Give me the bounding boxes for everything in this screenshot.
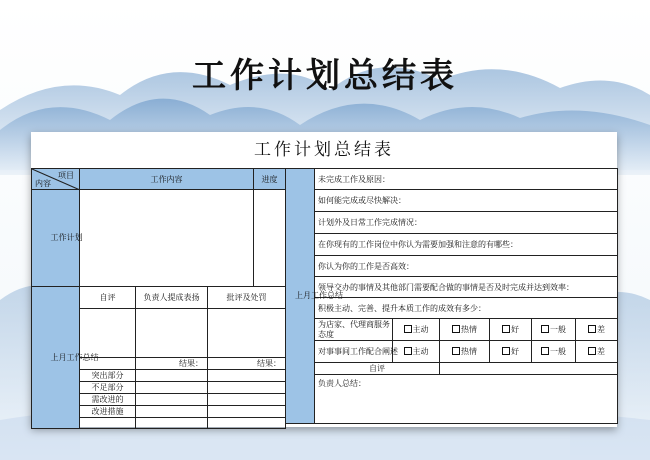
summary-extra-measures[interactable] — [208, 406, 286, 418]
criticism-header: 批评及处罚 — [208, 287, 286, 309]
summary-item-outstanding: 突出部分 — [80, 370, 136, 382]
checkbox-icon — [452, 347, 460, 355]
checkbox-icon — [502, 347, 510, 355]
coop-option-active[interactable]: 主动 — [393, 341, 440, 363]
coop-option-good[interactable]: 好 — [490, 341, 532, 363]
coop-option-poor[interactable]: 差 — [576, 341, 618, 363]
improvement-areas-line[interactable]: 在你现有的工作岗位中你认为需要加强和注意的有哪些： — [315, 234, 618, 256]
how-to-solve-line[interactable]: 如何能完成或尽快解决： — [315, 190, 618, 212]
header-item-label: 项目 — [58, 171, 74, 180]
summary-value-measures[interactable] — [136, 406, 208, 418]
summary-item-improve: 需改进的 — [80, 394, 136, 406]
summary-blank — [80, 418, 136, 429]
service-option-average[interactable]: 一般 — [532, 319, 576, 341]
checkbox-icon — [404, 325, 412, 333]
summary-extra-outstanding[interactable] — [208, 370, 286, 382]
checkbox-icon — [502, 325, 510, 333]
result-a-label: 结果： — [136, 358, 208, 370]
service-option-poor[interactable]: 差 — [576, 319, 618, 341]
self-eval-right-cell[interactable] — [440, 363, 618, 375]
supervisor-proposal-header: 负责人提成表扬 — [136, 287, 208, 309]
checkbox-icon — [404, 347, 412, 355]
self-eval-right-label: 自评 — [315, 363, 440, 375]
service-option-warm[interactable]: 热情 — [440, 319, 490, 341]
summary-item-measures: 改进措施 — [80, 406, 136, 418]
leader-tasks-line[interactable]: 领导交办的事情及其他部门需要配合做的事情是否及时完成并达到效率： — [315, 277, 618, 298]
diagonal-header-cell — [32, 169, 80, 190]
checkbox-icon — [541, 347, 549, 355]
plan-summary-sheet — [31, 132, 617, 427]
summary-item-shortfall: 不足部分 — [80, 382, 136, 394]
checkbox-icon — [541, 325, 549, 333]
service-option-good[interactable]: 好 — [490, 319, 532, 341]
checkbox-icon — [588, 347, 596, 355]
checkbox-icon — [588, 325, 596, 333]
header-content-label: 内容 — [35, 179, 51, 188]
work-plan-progress-cell[interactable] — [254, 190, 286, 287]
efficiency-line[interactable]: 你认为你的工作是否高效： — [315, 256, 618, 277]
summary-value-improve[interactable] — [136, 394, 208, 406]
header-work-content: 工作内容 — [80, 169, 254, 190]
right-table — [285, 168, 618, 424]
summary-value-outstanding[interactable] — [136, 370, 208, 382]
left-table — [31, 168, 286, 429]
rating-row-service-label: 为店家、代理商服务态度 — [315, 319, 393, 341]
header-progress: 进度 — [254, 169, 286, 190]
banner-title: 工作计划总结表 — [192, 56, 458, 96]
initiative-line[interactable]: 积极主动、完善、提升本质工作的成效有多少： — [315, 298, 618, 319]
checkbox-icon — [452, 325, 460, 333]
last-month-label: 上月工作总结 — [32, 287, 80, 429]
supervisor-summary-cell[interactable]: 负责人总结： — [315, 375, 618, 424]
self-eval-cell[interactable] — [80, 309, 136, 358]
sheet-title: 工作计划总结表 — [31, 132, 617, 169]
work-plan-label: 工作计划 — [32, 190, 80, 287]
right-last-month-label: 上月工作总结 — [286, 169, 315, 424]
coop-option-warm[interactable]: 热情 — [440, 341, 490, 363]
coop-option-average[interactable]: 一般 — [532, 341, 576, 363]
summary-blank-value[interactable] — [136, 418, 208, 429]
summary-extra-improve[interactable] — [208, 394, 286, 406]
summary-value-shortfall[interactable] — [136, 382, 208, 394]
result-b-label: 结果： — [208, 358, 286, 370]
extra-work-line[interactable]: 计划外及日常工作完成情况： — [315, 212, 618, 234]
criticism-cell[interactable] — [208, 309, 286, 358]
rating-row-cooperation-label: 对事事间工作配合阐述 — [315, 341, 393, 363]
work-plan-content-cell[interactable] — [80, 190, 254, 287]
service-option-active[interactable]: 主动 — [393, 319, 440, 341]
self-eval-header: 自评 — [80, 287, 136, 309]
unfinished-work-line[interactable]: 未完成工作及原因： — [315, 169, 618, 190]
summary-blank-extra[interactable] — [208, 418, 286, 429]
summary-extra-shortfall[interactable] — [208, 382, 286, 394]
supervisor-proposal-cell[interactable] — [136, 309, 208, 358]
